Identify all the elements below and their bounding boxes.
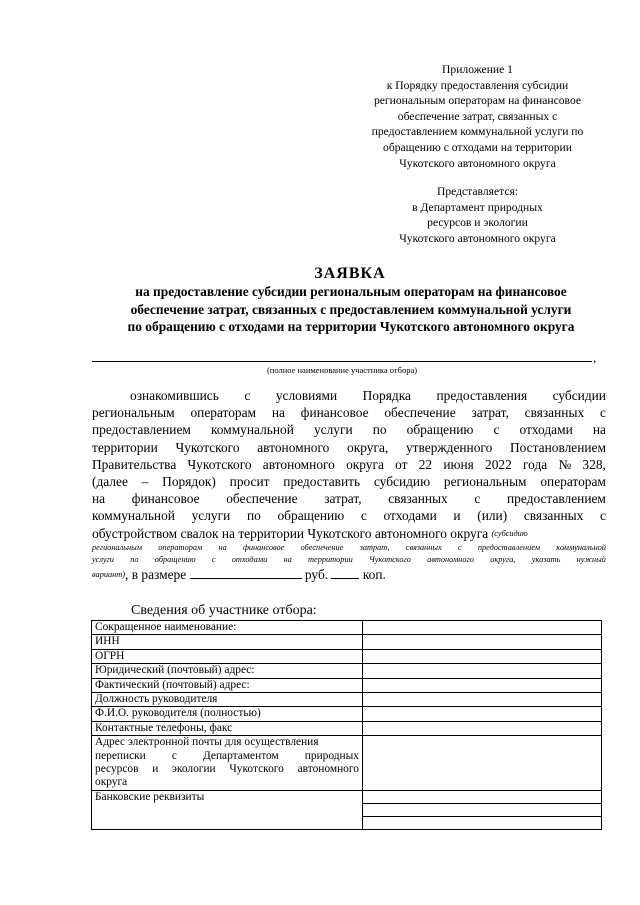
word: обращению bbox=[406, 422, 474, 438]
word: операторам bbox=[190, 405, 257, 421]
word: связанных bbox=[524, 405, 585, 421]
word: условиями bbox=[275, 388, 338, 403]
body-line bbox=[92, 439, 606, 456]
row-value-cell[interactable] bbox=[363, 721, 602, 735]
word: Постановлением bbox=[509, 439, 606, 455]
word: региональным bbox=[92, 542, 143, 552]
word: округа, bbox=[490, 554, 516, 564]
word: нужный bbox=[576, 554, 606, 564]
word: с bbox=[360, 508, 367, 524]
word: по bbox=[130, 554, 139, 564]
appendix-header bbox=[350, 62, 605, 171]
word: округа bbox=[346, 456, 384, 472]
word: финансовое bbox=[243, 542, 285, 552]
word: затрат, bbox=[471, 405, 509, 421]
word: – bbox=[141, 474, 149, 490]
word: предоставления bbox=[436, 388, 528, 403]
row-label: Должность руководителя bbox=[92, 693, 363, 707]
subtitle-line: на предоставление субсидии региональным операторам на финансовое bbox=[135, 284, 567, 299]
email-label-line bbox=[95, 750, 359, 763]
word: предоставлением bbox=[507, 491, 606, 507]
word: финансовое bbox=[131, 491, 200, 507]
email-label-line: Адрес электронной почты для осуществления bbox=[95, 736, 319, 749]
bank-subrow[interactable] bbox=[363, 817, 601, 829]
word: Правительства bbox=[92, 456, 177, 472]
word: экологии bbox=[172, 763, 216, 776]
body-line bbox=[92, 387, 606, 404]
kop-label: коп. bbox=[362, 566, 386, 582]
word: коммунальной bbox=[210, 422, 294, 438]
word: Департаментом bbox=[203, 749, 279, 762]
word: с bbox=[457, 542, 462, 552]
submit-line: Чукотского автономного округа bbox=[399, 231, 556, 245]
word: коммунальной bbox=[556, 542, 606, 552]
word: Порядка bbox=[362, 388, 411, 403]
word: на bbox=[271, 405, 285, 421]
subtitle-line: по обращению с отходами на территории Чукотского автономного округа bbox=[127, 319, 575, 334]
word: 328, bbox=[582, 456, 606, 472]
word: переписки bbox=[95, 749, 146, 762]
word: обеспечение bbox=[300, 542, 344, 552]
word: с bbox=[171, 749, 177, 762]
participant-info-table bbox=[91, 620, 602, 830]
word: Чукотского bbox=[175, 439, 240, 455]
row-value-cell[interactable] bbox=[363, 621, 602, 635]
word: Чукотского bbox=[187, 456, 252, 472]
word: Чукотского bbox=[229, 763, 284, 776]
row-value-cell[interactable] bbox=[363, 635, 602, 649]
word: территории bbox=[308, 554, 353, 564]
word: указать bbox=[531, 554, 561, 564]
submit-line: в Департамент природных bbox=[412, 200, 543, 214]
word: ресурсов bbox=[95, 763, 139, 776]
word: с bbox=[493, 422, 500, 438]
word: по bbox=[246, 508, 261, 524]
word: обращению bbox=[154, 554, 196, 564]
participant-name-field[interactable] bbox=[92, 361, 592, 362]
row-label: Банковские реквизиты bbox=[92, 790, 363, 829]
email-value-cell[interactable] bbox=[363, 736, 602, 791]
amount-rub-field[interactable] bbox=[190, 566, 302, 579]
body-line bbox=[92, 525, 606, 542]
word: с bbox=[211, 554, 216, 564]
word: коммунальной bbox=[92, 508, 175, 524]
word: 2022 bbox=[485, 456, 512, 472]
table-row bbox=[92, 736, 602, 791]
word: просит bbox=[229, 474, 270, 490]
word: операторам bbox=[540, 474, 606, 490]
word: автономного bbox=[262, 456, 335, 472]
row-value-cell[interactable] bbox=[363, 693, 602, 707]
word: ознакомившись bbox=[130, 388, 219, 403]
appendix-line: предоставлением коммунальной услуги по bbox=[371, 125, 584, 139]
body-line bbox=[92, 456, 606, 473]
table-row bbox=[92, 693, 602, 707]
word: по bbox=[372, 422, 387, 438]
body-text: , в размере bbox=[125, 566, 187, 582]
body-line bbox=[92, 566, 606, 583]
word: финансовое bbox=[300, 405, 369, 421]
word: связанных bbox=[405, 542, 442, 552]
word: июня bbox=[443, 456, 474, 472]
table-row bbox=[92, 649, 602, 663]
subtitle-line: обеспечение затрат, связанных с предоставлением коммунальной услуги bbox=[130, 301, 572, 317]
word: отходами bbox=[519, 422, 573, 438]
body-line bbox=[92, 490, 606, 507]
body-note: (субсидию bbox=[491, 528, 528, 538]
body-line bbox=[92, 473, 606, 490]
word: и bbox=[453, 508, 461, 524]
word: утвержденного bbox=[405, 439, 493, 455]
word: Чукотского bbox=[369, 554, 411, 564]
submitted-to-block bbox=[350, 184, 605, 246]
word: обеспечение bbox=[226, 491, 298, 507]
note-line bbox=[92, 542, 606, 554]
word: (далее bbox=[92, 474, 128, 490]
participant-name-caption: (полное наименование участника отбора) bbox=[266, 365, 418, 375]
row-label: Юридический (почтовый) адрес: bbox=[92, 664, 363, 678]
document-subtitle bbox=[62, 283, 640, 336]
word: на bbox=[283, 554, 292, 564]
word: округа, bbox=[347, 439, 389, 455]
row-label: ИНН bbox=[92, 635, 363, 649]
word: на bbox=[92, 491, 106, 507]
row-value-cell[interactable] bbox=[363, 707, 602, 721]
appendix-line: Чукотского автономного округа bbox=[399, 156, 556, 170]
table-row bbox=[92, 678, 602, 692]
row-label: Контактные телефоны, факс bbox=[92, 721, 363, 735]
word: и bbox=[152, 763, 159, 776]
table-row bbox=[92, 621, 602, 635]
amount-kop-field[interactable] bbox=[331, 566, 359, 579]
row-value-cell[interactable] bbox=[363, 678, 602, 692]
appendix-line: Приложение 1 bbox=[442, 63, 513, 76]
word: субсидию bbox=[373, 474, 431, 490]
word: услуги bbox=[191, 508, 231, 524]
word: обращению bbox=[277, 508, 345, 524]
word: услуги bbox=[92, 554, 114, 564]
word: от bbox=[395, 456, 408, 472]
word: с bbox=[599, 405, 606, 421]
word: Порядок) bbox=[162, 474, 216, 490]
word: обеспечение bbox=[384, 405, 456, 421]
word: предоставить bbox=[283, 474, 361, 490]
word: территории bbox=[92, 439, 158, 455]
rub-label: руб. bbox=[304, 566, 329, 582]
word: на bbox=[218, 542, 227, 552]
word: операторам bbox=[158, 542, 203, 552]
table-row bbox=[92, 707, 602, 721]
appendix-line: к Порядку предоставления субсидии bbox=[386, 78, 569, 92]
appendix-line: обеспечение затрат, связанных с bbox=[397, 109, 558, 123]
appendix-line: региональным операторам на финансовое bbox=[373, 94, 582, 108]
word: региональным bbox=[443, 474, 527, 490]
word: с bbox=[474, 491, 481, 507]
word: субсидии bbox=[552, 388, 606, 403]
word: года bbox=[523, 456, 548, 472]
word: с bbox=[600, 508, 606, 524]
table-row bbox=[92, 635, 602, 649]
email-row-label bbox=[92, 736, 363, 791]
bank-subrow[interactable] bbox=[363, 804, 601, 817]
name-comma: , bbox=[593, 350, 597, 365]
word: с bbox=[244, 388, 251, 403]
word: связанных bbox=[523, 508, 584, 524]
body-note: вариант) bbox=[92, 569, 126, 579]
word: услуги bbox=[313, 422, 353, 438]
word: предоставлением bbox=[92, 422, 191, 438]
word: на bbox=[592, 422, 606, 438]
word: отходами bbox=[383, 508, 437, 524]
table-title: Сведения об участнике отбора: bbox=[131, 603, 317, 618]
bank-subrow[interactable] bbox=[363, 791, 601, 804]
bank-value-cell[interactable] bbox=[363, 790, 602, 829]
row-label: Ф.И.О. руководителя (полностью) bbox=[92, 707, 363, 721]
submit-line: ресурсов и экологии bbox=[427, 216, 528, 230]
note-line bbox=[92, 554, 606, 566]
email-label-line: округа bbox=[95, 776, 128, 789]
word: 22 bbox=[418, 456, 433, 472]
row-label: Сокращенное наименование: bbox=[92, 621, 363, 635]
word: автономного bbox=[257, 439, 330, 455]
body-line bbox=[92, 421, 606, 438]
document-title: ЗАЯВКА bbox=[314, 265, 386, 282]
table-row bbox=[92, 721, 602, 735]
word: природных bbox=[304, 749, 359, 762]
appendix-line: обращению с отходами на территории bbox=[383, 140, 572, 154]
body-text: обустройством свалок на территории Чукотского автономного округа bbox=[92, 525, 489, 541]
row-value-cell[interactable] bbox=[363, 649, 602, 663]
word: отходами bbox=[231, 554, 268, 564]
word: затрат, bbox=[359, 542, 390, 552]
word: № bbox=[558, 456, 572, 472]
row-label: ОГРН bbox=[92, 649, 363, 663]
word: региональным bbox=[92, 405, 175, 421]
submit-line: Представляется: bbox=[436, 185, 519, 198]
body-line bbox=[92, 404, 606, 421]
application-body bbox=[92, 387, 606, 583]
word: затрат, bbox=[324, 491, 362, 507]
word: автономного bbox=[427, 554, 474, 564]
row-value-cell[interactable] bbox=[363, 664, 602, 678]
table-row bbox=[92, 664, 602, 678]
body-line bbox=[92, 507, 606, 524]
word: автономного bbox=[297, 763, 359, 776]
word: предоставлением bbox=[477, 542, 541, 552]
row-label: Фактический (почтовый) адрес: bbox=[92, 678, 363, 692]
email-label-line bbox=[95, 763, 359, 776]
table-row bbox=[92, 790, 602, 829]
word: связанных bbox=[388, 491, 448, 507]
word: (или) bbox=[477, 508, 508, 524]
